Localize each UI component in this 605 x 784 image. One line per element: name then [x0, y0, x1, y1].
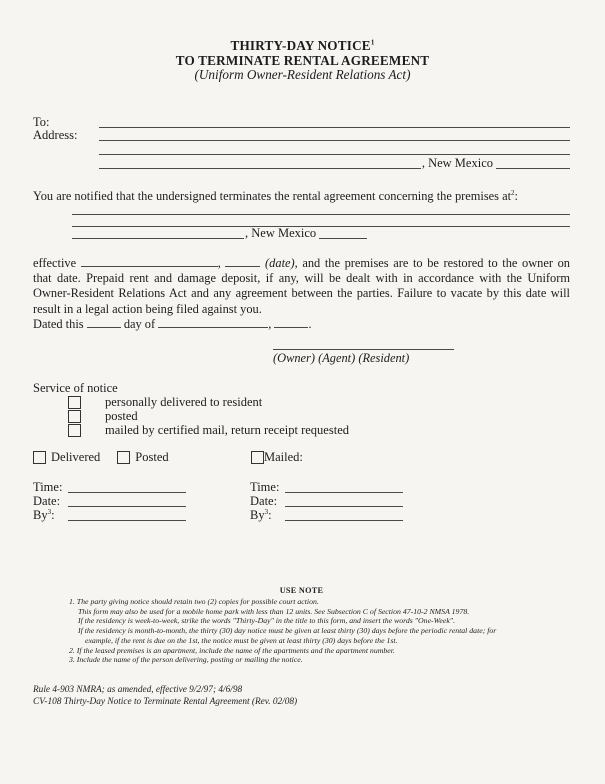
premises-city-field[interactable]: [72, 235, 244, 239]
comma: ,: [217, 256, 221, 270]
effective-date-field[interactable]: [81, 256, 218, 267]
address-row-3: [33, 156, 570, 170]
mailed-group: [251, 450, 303, 465]
zip-field[interactable]: [496, 165, 570, 169]
service-record-block: [33, 480, 570, 522]
footer-rule-citation: Rule 4-903 NMRA; as amended, effective 9/2/97; 4/6/98: [33, 685, 243, 695]
notice-intro-colon: :: [514, 189, 518, 203]
delivery-method-row: [33, 450, 570, 466]
use-note-line-3: If the residency is week-to-week, strike the words "Thirty-Day" in the title to this form, and insert the words "One-Week".: [78, 616, 456, 626]
use-note-line-7: 3. Include the name of the person delivering, posting or mailing the notice.: [69, 655, 303, 665]
title-text: THIRTY-DAY NOTICE: [230, 38, 371, 53]
by-row: [250, 508, 435, 522]
to-row: [33, 115, 570, 129]
footnote-ref-3: 3: [264, 507, 269, 516]
by-row: [33, 508, 218, 522]
time-label: Time:: [250, 480, 280, 494]
service-heading: Service of notice: [33, 381, 118, 395]
dated-prefix: Dated this: [33, 316, 84, 331]
signature-field[interactable]: [273, 341, 454, 350]
delivered-time-field[interactable]: [68, 489, 186, 493]
comma: ,: [268, 316, 272, 331]
date-row: [33, 494, 218, 508]
footer-form-id: CV-108 Thirty-Day Notice to Terminate Rental Agreement (Rev. 02/08): [33, 697, 298, 707]
footnote-ref-1: 1: [370, 38, 375, 47]
recipient-block: [33, 115, 570, 170]
delivered-label: Delivered: [51, 450, 101, 464]
dated-mid: day of: [123, 316, 156, 331]
notice-intro: [33, 189, 570, 204]
premises-row-1: [72, 204, 570, 216]
by-label: [33, 509, 68, 522]
posted-label: Posted: [135, 450, 169, 464]
effective-year-field[interactable]: [225, 256, 260, 267]
use-note-heading: USE NOTE: [279, 586, 324, 595]
premises-block: [33, 189, 570, 240]
service-option-row: [33, 423, 570, 437]
dated-year-field[interactable]: [274, 317, 308, 328]
time-row: [33, 480, 218, 494]
dated-month-field[interactable]: [158, 317, 268, 328]
use-note-line-2: This form may also be used for a mobile home park with less than 12 units. See Subsection C of Section 47-10-2 NMSA 1978.: [78, 606, 470, 616]
to-label: To:: [33, 114, 50, 129]
document-header: [0, 39, 605, 83]
date-note: (date),: [265, 256, 298, 270]
body-paragraph-block: [33, 256, 570, 332]
use-note-line-1: 1. The party giving notice should retain two (2) copies for possible court action.: [69, 597, 319, 606]
checkbox-personally-delivered[interactable]: [68, 396, 81, 409]
use-note-block: [33, 586, 570, 665]
delivered-by-field[interactable]: [68, 517, 186, 521]
mailed-label: Mailed:: [264, 450, 303, 464]
checkbox-delivered[interactable]: [33, 451, 46, 464]
address-field-2[interactable]: [99, 151, 570, 155]
checkbox-mailed[interactable]: [251, 451, 264, 464]
by-text: By: [33, 508, 48, 522]
title-line-2: TO TERMINATE RENTAL AGREEMENT: [175, 52, 430, 68]
option-posted-label: posted: [105, 408, 138, 423]
footnote-ref-2: 2: [511, 188, 515, 197]
state-text: , New Mexico: [421, 155, 493, 170]
by-text: By: [250, 508, 265, 522]
option-mailed-label: mailed by certified mail, return receipt requested: [105, 422, 349, 437]
period: .: [308, 316, 312, 331]
use-note-line-4: If the residency is month-to-month, the thirty (30) day notice must be given at least thirty (30) days before the periodic rental date; for: [78, 626, 497, 636]
city-field[interactable]: [99, 165, 421, 169]
mailed-by-field[interactable]: [285, 517, 403, 521]
address-label: Address:: [33, 128, 78, 143]
checkbox-posted-option[interactable]: [68, 410, 81, 423]
premises-address-field-1[interactable]: [72, 211, 570, 215]
address-row-2: [33, 142, 570, 156]
date-label: Date:: [250, 494, 278, 508]
notice-intro-text: You are notified that the undersigned terminates the rental agreement concerning the premises at: [33, 189, 512, 203]
delivered-date-field[interactable]: [68, 503, 186, 507]
to-field[interactable]: [99, 124, 570, 128]
by-label: [250, 509, 285, 522]
dated-line: [33, 317, 570, 332]
date-label: Date:: [33, 494, 61, 508]
premises-state-text: , New Mexico: [245, 226, 317, 240]
premises-zip-field[interactable]: [319, 235, 367, 239]
date-row: [250, 494, 435, 508]
address-row-1: [33, 129, 570, 143]
title-line-1: [0, 39, 605, 54]
delivered-record-column: [33, 480, 218, 522]
checkbox-posted[interactable]: [117, 451, 130, 464]
time-row: [250, 480, 435, 494]
title-subtitle: (Uniform Owner-Resident Relations Act): [194, 67, 411, 83]
premises-row-2: [72, 216, 570, 228]
mailed-record-column: [250, 480, 435, 522]
dated-day-field[interactable]: [87, 317, 121, 328]
signature-block: [273, 341, 454, 365]
service-option-row: [33, 395, 570, 409]
use-note-line-6: 2. If the leased premises is an apartment, include the name of the apartments and the apartment number.: [69, 645, 395, 655]
premises-address-field-2[interactable]: [72, 223, 570, 227]
service-option-row: [33, 409, 570, 423]
use-note-line-5: example, if the rent is due on the 1st, the notice must be given at least thirty (30) days before the 1st.: [85, 635, 398, 645]
footnote-ref-3: 3: [47, 507, 52, 516]
time-label: Time:: [33, 480, 63, 494]
checkbox-mailed-option[interactable]: [68, 424, 81, 437]
premises-row-3: [72, 228, 570, 240]
form-footer: [33, 684, 297, 708]
mailed-date-field[interactable]: [285, 503, 403, 507]
by-colon: :: [268, 508, 272, 522]
signature-caption: (Owner) (Agent) (Resident): [273, 351, 410, 365]
mailed-time-field[interactable]: [285, 489, 403, 493]
effective-paragraph: [33, 256, 570, 317]
address-field-1[interactable]: [99, 137, 570, 141]
option-personally-delivered-label: personally delivered to resident: [105, 394, 263, 409]
effective-text: and the premises are to be restored to the owner on that date. Prepaid rent and damage deposit, if any, will be dealt with in accordance with the Uniform Owner-Resident Relations Act and any agreement between the parties. Failure to vacate by this date will result in a legal action being filed against you.: [33, 256, 570, 316]
service-of-notice-block: [33, 381, 570, 437]
effective-label: effective: [33, 256, 77, 270]
by-colon: :: [51, 508, 55, 522]
